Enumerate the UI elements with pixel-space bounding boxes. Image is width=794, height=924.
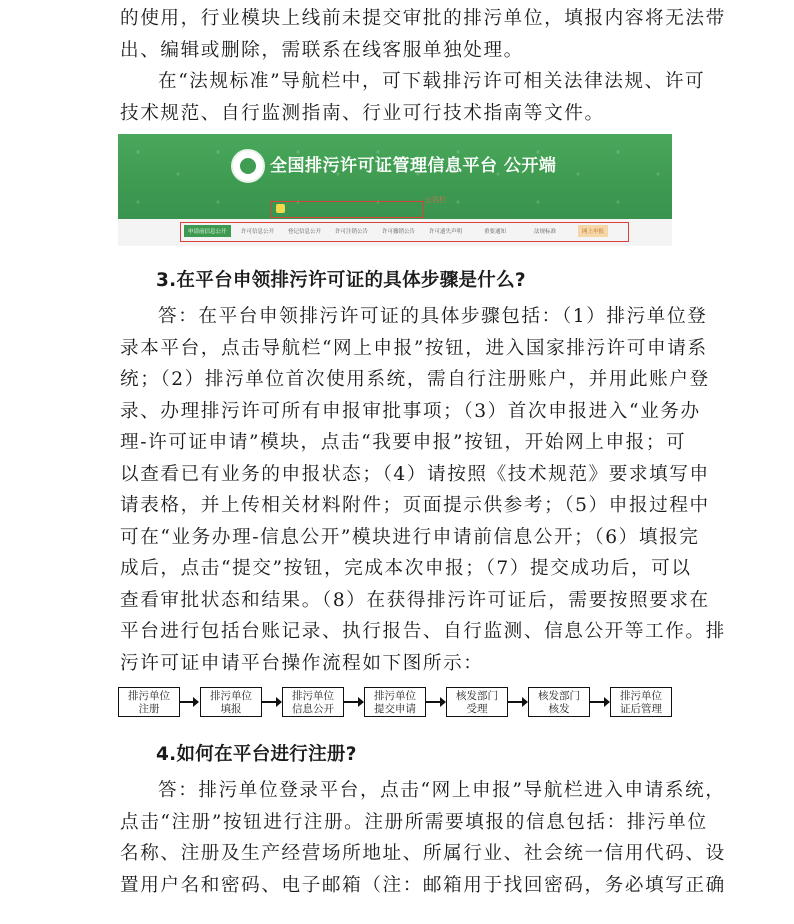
text-line: 置用户名和密码、电子邮箱（注：邮箱用于找回密码，务必填写正确 [120, 874, 726, 896]
nav-item: 登记信息公开 [288, 229, 322, 235]
flow-arrow [262, 701, 277, 703]
text-line: 答：排污单位登录平台，点击“网上申报”导航栏进入申请系统， [158, 780, 726, 801]
flow-arrow [344, 701, 359, 703]
text-line: 的使用，行业模块上线前未提交审批的排污单位，填报内容将无法带 [120, 8, 726, 29]
flow-step: 排污单位 证后管理 [610, 687, 672, 717]
nav-item: 许可信息公开 [241, 229, 275, 235]
emblem-icon [231, 149, 265, 183]
nav-item: 申请前信息公开 [184, 225, 231, 237]
text-line: 成后，点击“提交”按钮，完成本次申报；（7）提交成功后，可以 [120, 558, 692, 579]
text-line: 理-许可证申请”模块，点击“我要申报”按钮，开始网上申报；可 [120, 432, 687, 453]
text-line: 平台进行包括台账记录、执行报告、自行监测、信息公开等工作。排 [120, 621, 726, 642]
nav-item: 许可遗失声明 [429, 229, 463, 235]
text-line: 点击“注册”按钮进行注册。注册所需要填报的信息包括：排污单位 [120, 811, 708, 833]
text-line: 技术规范、自行监测指南、行业可行技术指南等文件。 [120, 102, 605, 124]
text-line: 查看审批状态和结果。（8）在获得排污许可证后，需要按照要求在 [120, 589, 710, 611]
flow-arrow [590, 701, 605, 703]
banner-title: 全国排污许可证管理信息平台 公开端 [270, 156, 557, 176]
text-line: 污许可证申请平台操作流程如下图所示： [120, 652, 484, 674]
flow-step: 排污单位 填报 [200, 687, 262, 717]
nav-item: 重要通知 [484, 229, 507, 235]
section-3-heading: 3.在平台申领排污许可证的具体步骤是什么? [156, 270, 526, 291]
process-flow-diagram [118, 687, 672, 719]
text-line: 录本平台，点击导航栏“网上申报”按钮，进入国家排污许可申请系 [120, 337, 708, 359]
flow-arrow [508, 701, 523, 703]
nav-item-online-application: 网上申报 [578, 225, 608, 237]
text-line: 在“法规标准”导航栏中，可下载排污许可相关法律法规、许可 [158, 71, 706, 92]
nav-item: 法规标准 [534, 229, 557, 235]
text-line: 可在“业务办理-信息公开”模块进行申请前信息公开；（6）填报完 [120, 526, 700, 548]
flow-step: 核发部门 核发 [528, 687, 590, 717]
text-line: 录、办理排污许可所有申报审批事项；（3）首次申报进入“业务办 [120, 400, 701, 422]
nav-item: 许可撤销公告 [382, 229, 416, 235]
intro-paragraph [120, 3, 726, 129]
flow-arrow [426, 701, 441, 703]
flow-step: 排污单位 注册 [118, 687, 180, 717]
text-line: 名称、注册及生产经营场所地址、所属行业、社会统一信用代码、设 [120, 843, 726, 864]
text-line: 统；（2）排污单位首次使用系统，需自行注册账户，并用此账户登 [120, 369, 710, 390]
flow-step: 排污单位 信息公开 [282, 687, 344, 717]
flow-step: 核发部门 受理 [446, 687, 508, 717]
text-line: 以查看已有业务的申报状态；（4）请按照《技术规范》要求填写申 [120, 463, 710, 485]
text-line: 请表格，并上传相关材料附件；页面提示供参考；（5）申报过程中 [120, 495, 710, 516]
text-line: 答：在平台申领排污许可证的具体步骤包括：（1）排污单位登 [158, 306, 708, 327]
flow-step: 排污单位 提交申请 [364, 687, 426, 717]
section-4-heading: 4.如何在平台进行注册? [156, 744, 357, 765]
section-4-paragraph [120, 775, 726, 901]
speaker-icon [276, 204, 285, 213]
notice-tag: 公告栏 [425, 196, 446, 204]
text-line: 出、编辑或删除，需联系在线客服单独处理。 [120, 39, 524, 61]
banner-header [118, 134, 672, 219]
section-3-paragraph [120, 301, 726, 679]
nav-item: 许可注销公告 [335, 229, 369, 235]
flow-arrow [180, 701, 194, 703]
platform-banner-image [118, 134, 672, 246]
notice-board-highlight [270, 201, 424, 218]
